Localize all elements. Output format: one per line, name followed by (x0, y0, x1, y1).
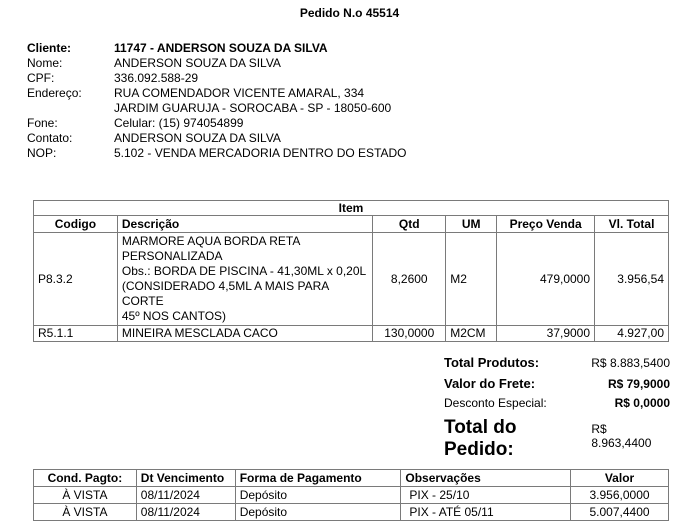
client-row-endereco-2 (27, 101, 407, 116)
pay-cond: À VISTA (34, 504, 137, 521)
total-pedido-value: R$ 8.963,4400 (591, 422, 652, 450)
client-value: 11747 - ANDERSON SOUZA DA SILVA (114, 41, 328, 55)
item-um: M2 (446, 233, 497, 326)
col-um: UM (446, 216, 497, 233)
total-produtos-value: R$ 8.883,5400 (591, 356, 670, 370)
total-pedido-row (444, 417, 670, 461)
fone-label: Fone: (27, 116, 58, 130)
descricao-line: MARMORE AQUA BORDA RETA (121, 234, 301, 248)
client-row-fone (27, 116, 407, 131)
order-totals (444, 355, 670, 461)
col-cond-pagto: Cond. Pagto: (34, 470, 137, 487)
total-pedido-label: Total do Pedido: (444, 417, 517, 460)
frete-label: Valor do Frete: (444, 376, 536, 391)
col-preco-venda: Preço Venda (497, 216, 595, 233)
client-row-nop (27, 146, 407, 161)
client-row-cliente (27, 41, 407, 56)
item-descricao: MINEIRA MESCLADA CACO (117, 326, 372, 342)
col-observacoes: Observações (401, 470, 571, 487)
nop-value: 5.102 - VENDA MERCADORIA DENTRO DO ESTADO (114, 146, 407, 160)
client-row-cpf (27, 71, 407, 86)
col-valor: Valor (571, 470, 669, 487)
item-descricao (117, 233, 372, 326)
table-row (34, 233, 669, 326)
pay-forma: Depósito (235, 504, 401, 521)
item-total: 3.956,54 (595, 233, 669, 326)
item-qtd: 130,0000 (373, 326, 446, 342)
endereco-label: Endereço: (27, 86, 82, 100)
col-descricao: Descrição (117, 216, 372, 233)
nop-label: NOP: (27, 146, 57, 160)
table-row (34, 326, 669, 342)
client-info (27, 41, 407, 161)
contato-label: Contato: (27, 131, 73, 145)
item-qtd: 8,2600 (373, 233, 446, 326)
item-um: M2CM (446, 326, 497, 342)
items-section-title: Item (34, 201, 669, 216)
client-row-endereco (27, 86, 407, 101)
pay-forma: Depósito (235, 487, 401, 504)
col-vl-total: Vl. Total (595, 216, 669, 233)
desconto-label: Desconto Especial: (444, 396, 547, 410)
descricao-line: PERSONALIZADA (121, 249, 223, 263)
total-produtos-row (444, 355, 670, 376)
cpf-label: CPF: (27, 71, 55, 85)
order-title: Pedido N.o 45514 (299, 6, 400, 20)
table-row (34, 504, 669, 521)
col-dt-vencimento: Dt Vencimento (136, 470, 235, 487)
cpf-value: 336.092.588-29 (114, 71, 199, 85)
pay-venc: 08/11/2024 (136, 487, 235, 504)
col-qtd: Qtd (373, 216, 446, 233)
desconto-row (444, 396, 670, 417)
pay-cond: À VISTA (34, 487, 137, 504)
contato-value: ANDERSON SOUZA DA SILVA (114, 131, 281, 145)
desconto-value: R$ 0,0000 (614, 396, 670, 410)
pay-valor: 5.007,4400 (571, 504, 669, 521)
endereco-2-label (27, 101, 114, 116)
frete-value: R$ 79,9000 (607, 377, 670, 391)
nome-value: ANDERSON SOUZA DA SILVA (114, 56, 281, 70)
client-label: Cliente: (27, 41, 72, 55)
fone-value: Celular: (15) 974054899 (114, 116, 244, 130)
client-row-contato (27, 131, 407, 146)
pay-obs: PIX - 25/10 (401, 487, 571, 504)
items-table (33, 200, 669, 342)
item-codigo: R5.1.1 (34, 326, 118, 342)
endereco-value: RUA COMENDADOR VICENTE AMARAL, 334 (114, 86, 365, 100)
item-codigo: P8.3.2 (34, 233, 118, 326)
pay-venc: 08/11/2024 (136, 504, 235, 521)
descricao-line: Obs.: BORDA DE PISCINA - 41,30ML x 0,20L (121, 264, 367, 278)
frete-row (444, 376, 670, 396)
item-preco: 479,0000 (497, 233, 595, 326)
descricao-line: 45º NOS CANTOS) (121, 309, 227, 323)
col-codigo: Codigo (34, 216, 118, 233)
nome-label: Nome: (27, 56, 63, 70)
pay-obs: PIX - ATÉ 05/11 (401, 504, 571, 521)
item-preco: 37,9000 (497, 326, 595, 342)
pay-valor: 3.956,0000 (571, 487, 669, 504)
item-total: 4.927,00 (595, 326, 669, 342)
total-produtos-label: Total Produtos: (444, 355, 540, 370)
client-row-nome (27, 56, 407, 71)
endereco-2-value: JARDIM GUARUJA - SOROCABA - SP - 18050-600 (114, 101, 392, 115)
descricao-line: (CONSIDERADO 4,5ML A MAIS PARA CORTE (121, 279, 329, 308)
payments-table (33, 469, 669, 521)
table-row (34, 487, 669, 504)
col-forma-pagamento: Forma de Pagamento (235, 470, 401, 487)
